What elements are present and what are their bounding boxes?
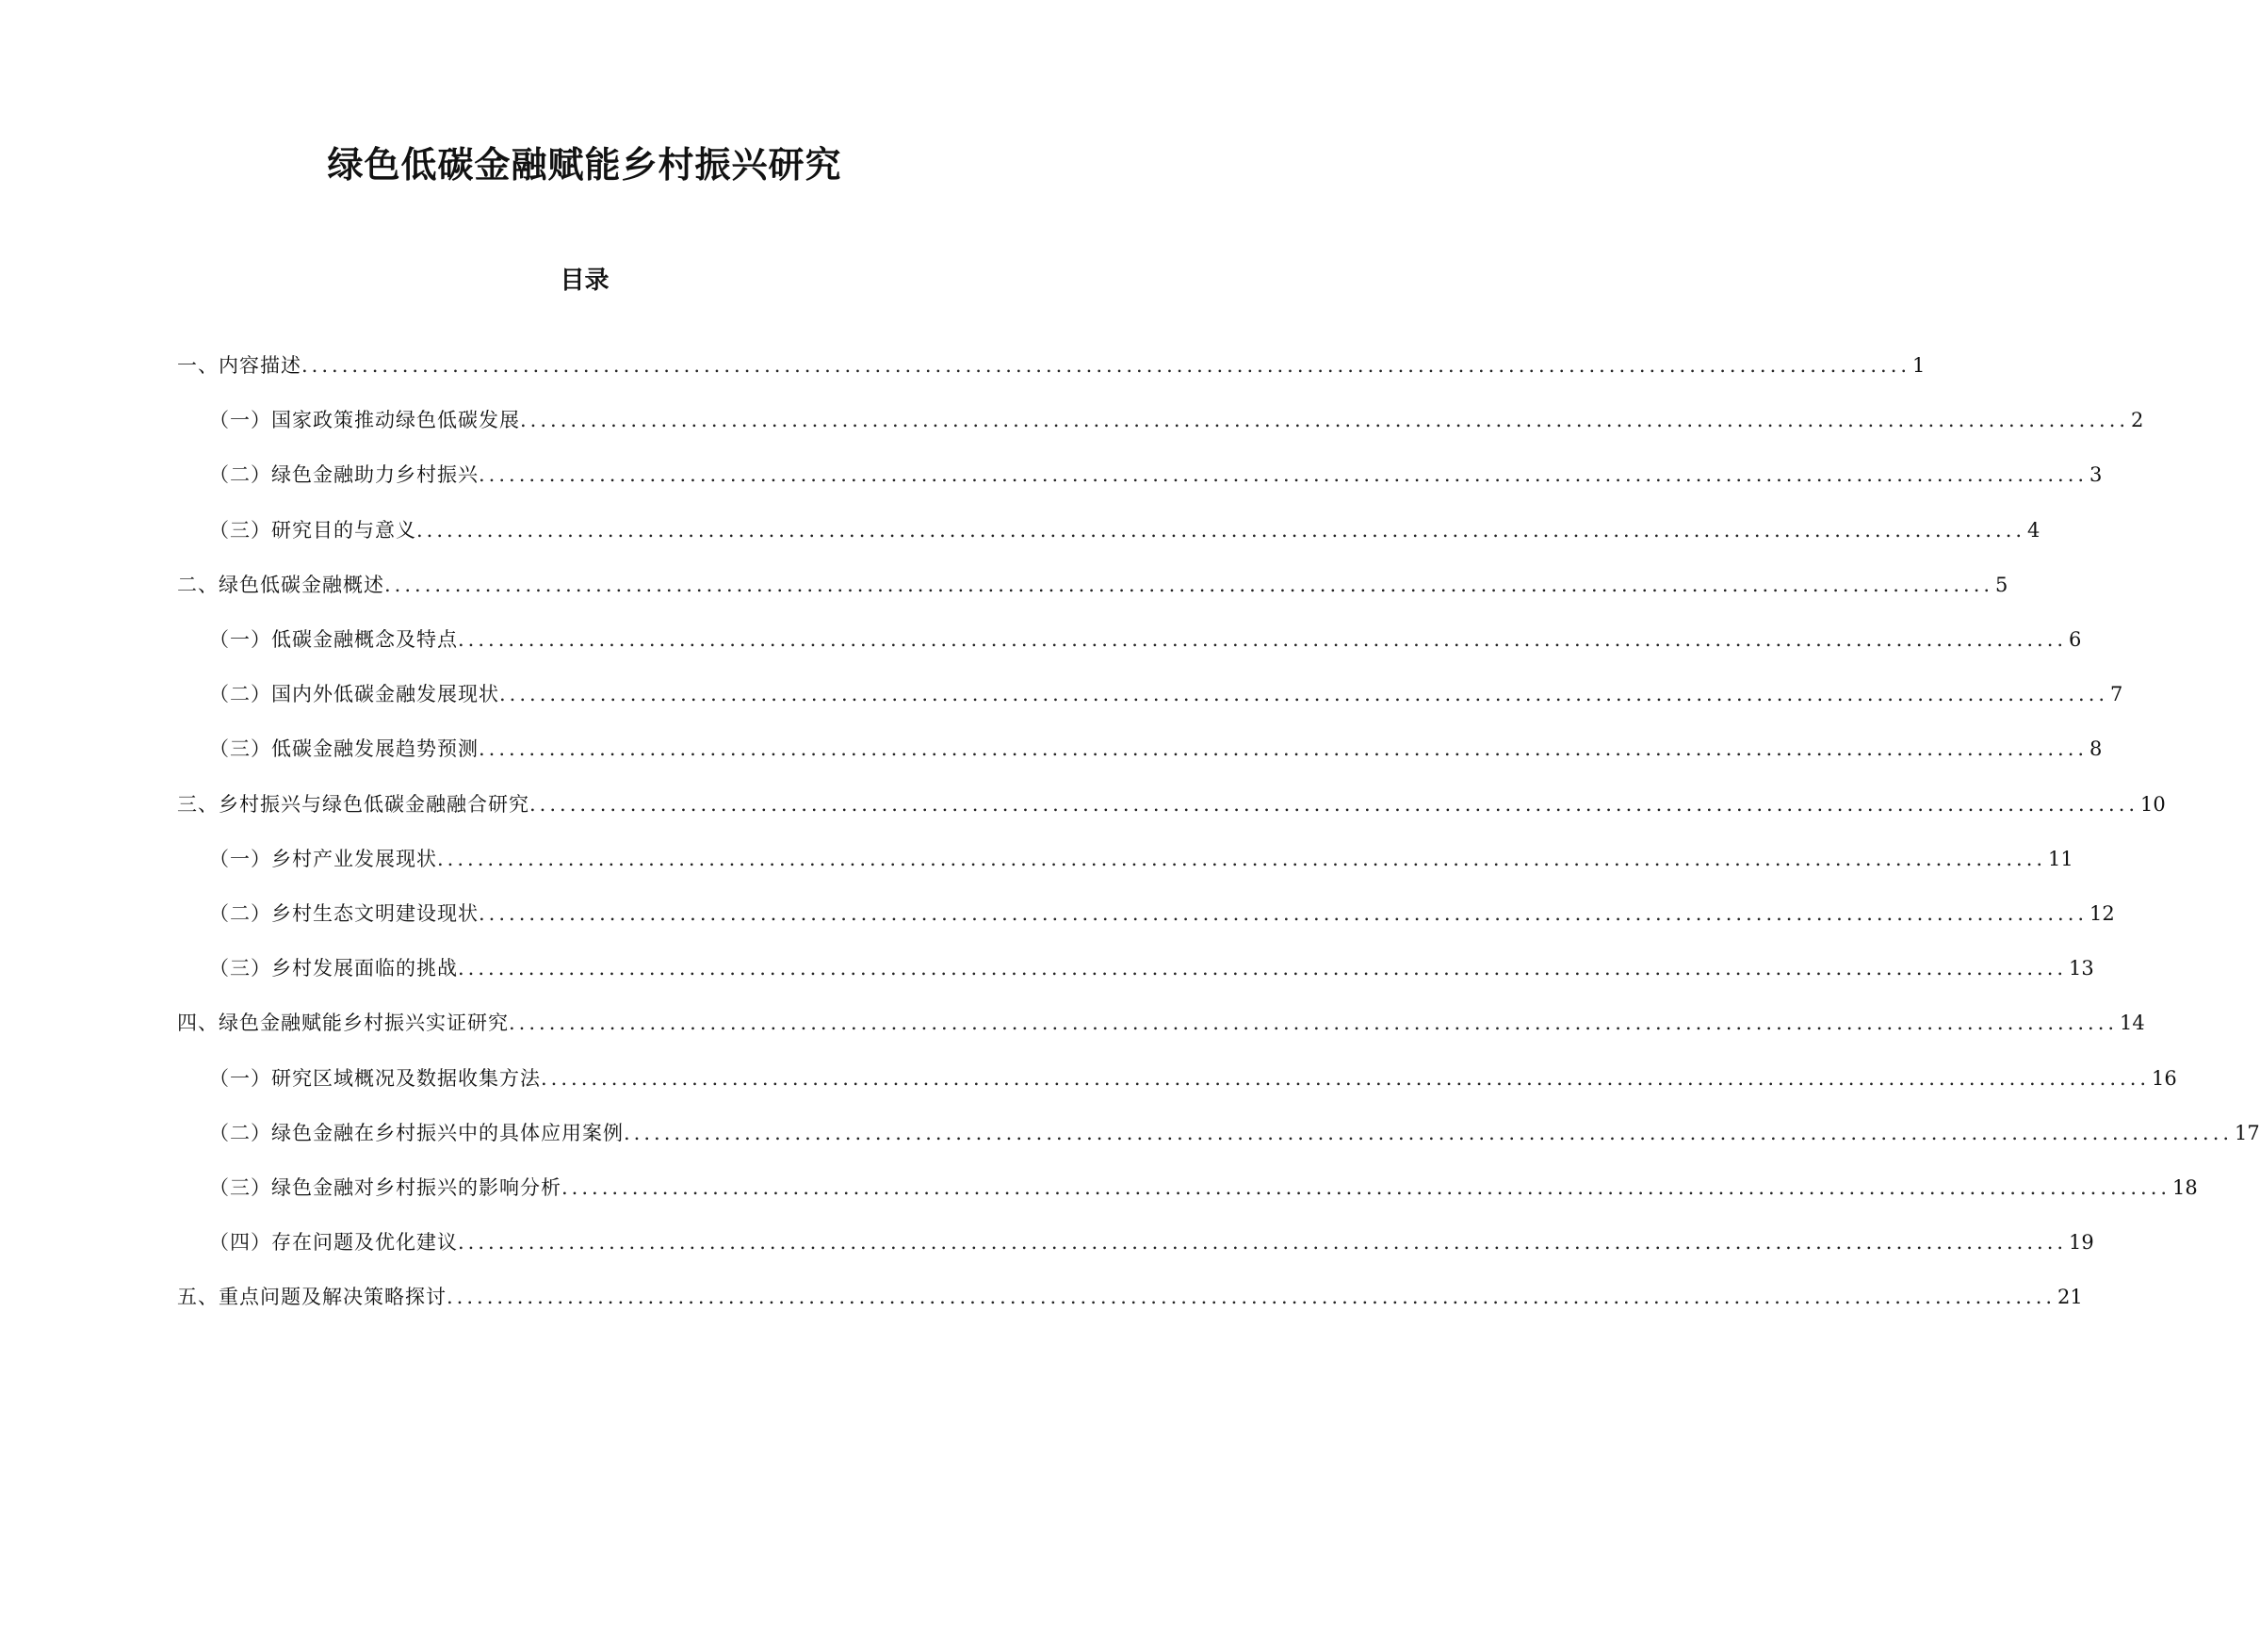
toc-entry[interactable]	[177, 1278, 2083, 1316]
toc-entry-label: （三）乡村发展面临的挑战	[209, 957, 458, 980]
toc-page-number: 10	[2140, 792, 2166, 816]
toc-page-number: 4	[2027, 518, 2041, 542]
toc-entry[interactable]	[209, 675, 2123, 713]
toc-dot-leader: ................................................................................................................................................................	[624, 1121, 2234, 1144]
toc-dot-leader: ................................................................................................................................................................	[458, 957, 2068, 980]
toc-entry[interactable]	[209, 1114, 2260, 1152]
toc-page-number: 21	[2057, 1286, 2083, 1309]
toc-page-number: 11	[2048, 847, 2073, 870]
toc-entry[interactable]	[209, 1060, 2177, 1097]
toc-dot-leader: ................................................................................................................................................................	[458, 1231, 2068, 1255]
toc-page-number: 13	[2069, 957, 2094, 980]
toc-entry-label: （一）国家政策推动绿色低碳发展	[209, 409, 520, 432]
toc-heading: 目录	[560, 267, 610, 295]
toc-dot-leader: ................................................................................................................................................................	[520, 409, 2130, 432]
toc-dot-leader: ................................................................................................................................................................	[458, 628, 2068, 651]
toc-entry-label: 五、重点问题及解决策略探讨	[177, 1286, 447, 1309]
toc-entry-label: （一）低碳金融概念及特点	[209, 628, 458, 651]
toc-entry[interactable]	[209, 840, 2073, 878]
toc-entry-label: （三）绿色金融对乡村振兴的影响分析	[209, 1176, 561, 1199]
toc-dot-leader: ................................................................................................................................................................	[479, 463, 2089, 487]
document-title: 绿色低碳金融赋能乡村振兴研究	[327, 144, 842, 186]
toc-page-number: 12	[2089, 902, 2115, 925]
toc-entry[interactable]	[177, 347, 1926, 384]
toc-page-number: 8	[2089, 737, 2103, 761]
toc-entry-label: （一）研究区域概况及数据收集方法	[209, 1066, 541, 1090]
toc-entry[interactable]	[209, 621, 2082, 658]
toc-entry-label: （二）绿色金融在乡村振兴中的具体应用案例	[209, 1121, 624, 1144]
toc-page-number: 18	[2172, 1176, 2198, 1199]
toc-entry[interactable]	[209, 1169, 2198, 1207]
toc-page-number: 14	[2120, 1012, 2145, 1035]
toc-entry-label: 二、绿色低碳金融概述	[177, 573, 384, 596]
toc-entry-label: （二）乡村生态文明建设现状	[209, 902, 479, 925]
toc-entry[interactable]	[209, 511, 2041, 549]
toc-entry[interactable]	[177, 566, 2008, 604]
toc-entry[interactable]	[209, 895, 2115, 932]
toc-dot-leader: ................................................................................................................................................................	[541, 1066, 2151, 1090]
toc-entry-label: （四）存在问题及优化建议	[209, 1231, 458, 1255]
toc-dot-leader: ................................................................................................................................................................	[384, 573, 1994, 596]
toc-page-number: 19	[2069, 1231, 2094, 1255]
toc-page-number: 2	[2131, 409, 2144, 432]
toc-entry-label: （三）低碳金融发展趋势预测	[209, 737, 479, 761]
toc-page-number: 6	[2069, 628, 2082, 651]
toc-dot-leader: ................................................................................................................................................................	[561, 1176, 2171, 1199]
toc-page-number: 3	[2089, 463, 2103, 487]
toc-dot-leader: ................................................................................................................................................................	[416, 518, 2026, 542]
toc-page-number: 17	[2235, 1121, 2260, 1144]
toc-dot-leader: ................................................................................................................................................................	[529, 792, 2139, 816]
toc-page-number: 16	[2152, 1066, 2177, 1090]
toc-dot-leader: ................................................................................................................................................................	[479, 902, 2089, 925]
toc-entry[interactable]	[209, 949, 2094, 987]
toc-entry-label: 一、内容描述	[177, 354, 301, 377]
toc-dot-leader: ................................................................................................................................................................	[479, 737, 2089, 761]
toc-page-number: 7	[2110, 683, 2123, 706]
toc-dot-leader: ................................................................................................................................................................	[437, 847, 2047, 870]
toc-dot-leader: ................................................................................................................................................................	[509, 1012, 2119, 1035]
toc-entry-label: （一）乡村产业发展现状	[209, 847, 437, 870]
toc-entry-label: （二）国内外低碳金融发展现状	[209, 683, 499, 706]
toc-entry[interactable]	[209, 456, 2103, 494]
toc-entry[interactable]	[177, 1004, 2145, 1042]
toc-page-number: 5	[1995, 573, 2008, 596]
toc-entry[interactable]	[209, 401, 2144, 439]
toc-entry-label: （三）研究目的与意义	[209, 518, 416, 542]
toc-dot-leader: ................................................................................................................................................................	[499, 683, 2109, 706]
toc-entry[interactable]	[209, 730, 2103, 768]
toc-dot-leader: ................................................................................................................................................................	[447, 1286, 2057, 1309]
toc-entry-label: 四、绿色金融赋能乡村振兴实证研究	[177, 1012, 509, 1035]
toc-page-number: 1	[1912, 354, 1926, 377]
toc-entry-label: （二）绿色金融助力乡村振兴	[209, 463, 479, 487]
toc-entry[interactable]	[177, 786, 2166, 823]
toc-dot-leader: ................................................................................................................................................................	[301, 354, 1911, 377]
toc-entry-label: 三、乡村振兴与绿色低碳金融融合研究	[177, 792, 529, 816]
toc-entry[interactable]	[209, 1223, 2094, 1261]
